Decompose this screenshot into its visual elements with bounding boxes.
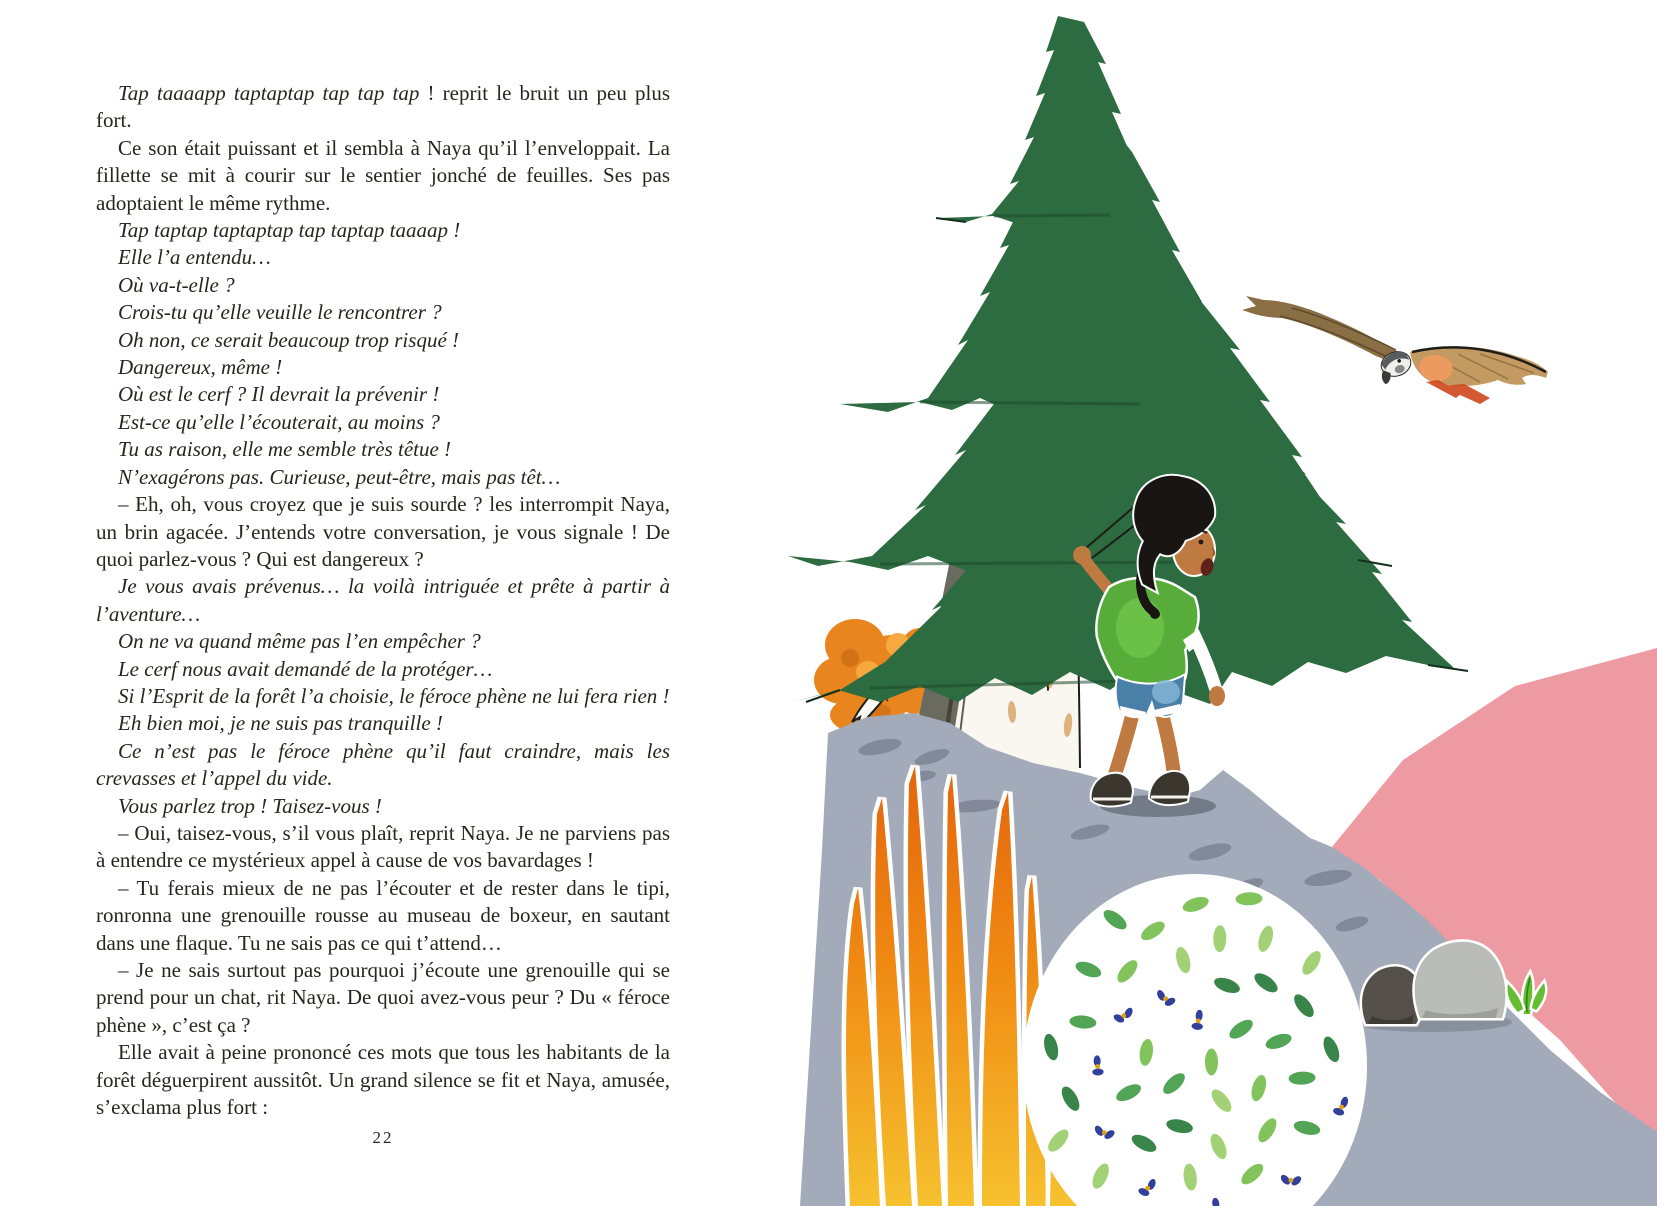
dialogue-italic-text: Vous parlez trop ! Taisez-vous !	[118, 793, 382, 818]
girl-right-leg	[1162, 714, 1174, 776]
paragraph	[96, 272, 670, 299]
paragraph	[96, 327, 670, 354]
paragraph	[96, 683, 670, 710]
paragraph	[96, 738, 670, 793]
dialogue-italic-text: Je vous avais prévenus… la voilà intriguée et prête à partir à l’aventure…	[96, 574, 670, 626]
paragraph	[96, 354, 670, 381]
narration-text: Ce son était puissant et il sembla à Naya qu’il l’enveloppait. La fillette se mit à courir sur le sentier jonché de feuilles. Ses pas adoptaient le même rythme.	[96, 135, 670, 215]
narration-text: – Tu ferais mieux de ne pas l’écouter et de rester dans le tipi, ronronna une grenouille rousse au museau de boxeur, en sautant dans une flaque. Tu ne sais pas ce qui t’attend…	[96, 875, 670, 955]
stone-light	[1415, 942, 1506, 1018]
paragraph	[96, 710, 670, 737]
paragraph	[96, 573, 670, 628]
paragraph	[96, 409, 670, 436]
dialogue-italic-text: Crois-tu qu’elle veuille le rencontrer ?	[118, 300, 442, 325]
paragraph	[96, 381, 670, 408]
dialogue-italic-text: On ne va quand même pas l’en empêcher ?	[118, 629, 481, 654]
paragraph	[96, 628, 670, 655]
dialogue-italic-text: Tap taptap taptaptap tap taptap taaaap !	[118, 218, 461, 243]
right-page	[780, 0, 1657, 1206]
body-text	[96, 80, 670, 1121]
paragraph	[96, 491, 670, 573]
paragraph	[96, 244, 670, 271]
dialogue-italic-text: N’exagérons pas. Curieuse, peut-être, mais pas têt…	[118, 464, 561, 489]
paragraph	[96, 875, 670, 957]
raptor-bird	[1242, 296, 1548, 404]
paragraph	[96, 217, 670, 244]
narration-text: – Eh, oh, vous croyez que je suis sourde ? les interrompit Naya, un brin agacée. J’entends votre conversation, je vous signale ! De quoi parlez-vous ? Qui est dangereux ?	[96, 492, 670, 571]
girl-hand	[1073, 546, 1091, 564]
paragraph	[96, 793, 670, 820]
paragraph	[96, 656, 670, 683]
paragraph	[96, 1039, 670, 1121]
left-page	[0, 0, 780, 1206]
narration-text: – Oui, taisez-vous, s’il vous plaît, reprit Naya. Je ne parviens pas à entendre ce mystérieux appel à cause de vos bavardages !	[96, 820, 670, 873]
girl-left-shoe	[1092, 774, 1132, 806]
dialogue-italic-text: Si l’Esprit de la forêt l’a choisie, le féroce phène ne lui fera rien !	[118, 683, 670, 708]
dialogue-italic-text: Est-ce qu’elle l’écouterait, au moins ?	[118, 409, 440, 434]
dialogue-italic-text: Où va-t-elle ?	[118, 272, 235, 297]
page-number: 22	[372, 1128, 394, 1147]
girl-right-shoe	[1150, 772, 1189, 804]
paragraph	[96, 464, 670, 491]
dialogue-italic-text: Elle l’a entendu…	[118, 245, 271, 270]
dialogue-italic-text: Tu as raison, elle me semble très têtue !	[118, 437, 452, 462]
dialogue-italic-text: Où est le cerf ? Il devrait la prévenir !	[118, 382, 440, 407]
paragraph	[96, 820, 670, 875]
paragraph	[96, 80, 670, 135]
girl-eye	[1199, 540, 1204, 545]
paragraph	[96, 299, 670, 326]
dialogue-italic-text: Dangereux, même !	[118, 355, 283, 380]
dialogue-italic-text: Eh bien moi, je ne suis pas tranquille !	[118, 711, 443, 736]
dialogue-italic-text: Tap taaaapp taptaptap tap tap tap	[118, 81, 420, 105]
dialogue-italic-text: Le cerf nous avait demandé de la protéger…	[118, 656, 493, 681]
narration-text: Elle avait à peine prononcé ces mots que tous les habitants de la forêt déguerpirent aussitôt. Un grand silence se fit et Naya, amusée, s’exclama plus fort :	[96, 1040, 670, 1120]
narration-text: – Je ne sais surtout pas pourquoi j’écoute une grenouille qui se prend pour un chat, rit Naya. De quoi avez-vous peur ? Du « féroce phène », c’est ça ?	[96, 958, 670, 1037]
dialogue-italic-text: Oh non, ce serait beaucoup trop risqué !	[118, 327, 460, 352]
paragraph	[96, 436, 670, 463]
paragraph	[96, 135, 670, 217]
girl-left-leg	[1114, 716, 1132, 778]
illustration-naya-forest	[780, 0, 1657, 1206]
narration-text: ! reprit le bruit un peu plus fort.	[96, 81, 670, 133]
paragraph	[96, 957, 670, 1039]
bush-leaf	[1205, 1049, 1218, 1076]
dialogue-italic-text: Ce n’est pas le féroce phène qu’il faut craindre, mais les crevasses et l’appel du vide.	[96, 738, 670, 791]
